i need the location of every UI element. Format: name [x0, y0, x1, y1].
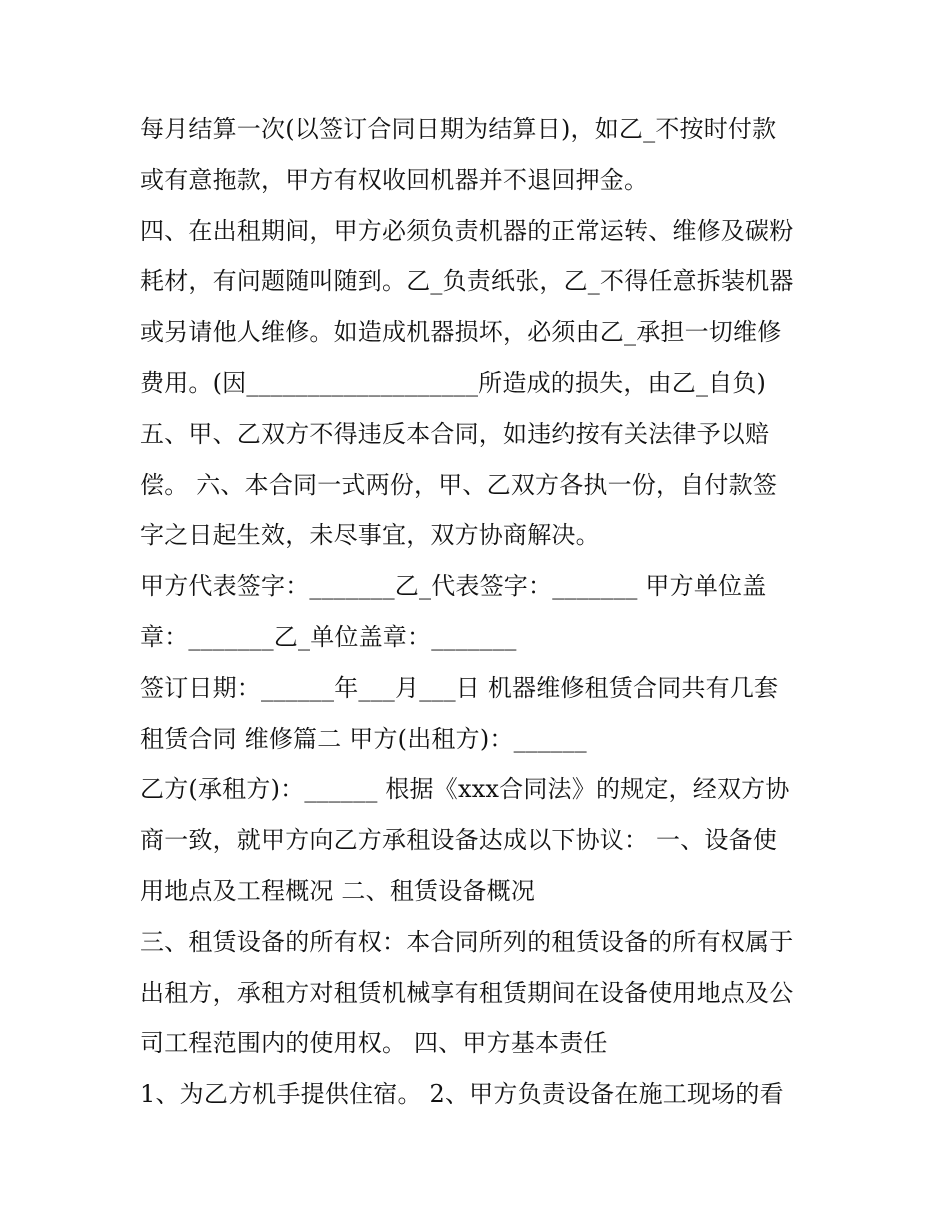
signature-line: 章：_______乙_单位盖章：_______ — [140, 622, 517, 651]
text-line: 字之日起生效，未尽事宜，双方协商解决。 — [140, 521, 600, 550]
text-line: 用地点及工程概况 二、租赁设备概况 — [140, 876, 536, 905]
text-line: 四、在出租期间，甲方必须负责机器的正常运转、维修及碳粉 — [140, 216, 794, 245]
text-line: 租赁合同 维修篇二 甲方(出租方)：______ — [140, 724, 587, 753]
text-line: 出租方，承租方对租赁机械享有租赁期间在设备使用地点及公 — [140, 978, 794, 1007]
text-line: 乙方(承租方)：______ 根据《xxx合同法》的规定，经双方协 — [140, 775, 790, 804]
signature-line: 甲方代表签字：_______乙_代表签字：_______ 甲方单位盖 — [140, 572, 767, 601]
text-line: 每月结算一次(以签订合同日期为结算日)，如乙_不按时付款 — [140, 115, 777, 143]
text-line: 偿。 六、本合同一式两份，甲、乙双方各执一份，自付款签 — [140, 470, 778, 499]
text-line: 1、为乙方机手提供住宿。 2、甲方负责设备在施工现场的看 — [140, 1080, 784, 1109]
text-line: 三、租赁设备的所有权：本合同所列的租赁设备的所有权属于 — [140, 927, 794, 956]
date-line: 签订日期：______年___月___日 机器维修租赁合同共有几套 — [140, 673, 779, 702]
document-body — [140, 104, 820, 1120]
text-line: 五、甲、乙双方不得违反本合同，如违约按有关法律予以赔 — [140, 419, 770, 448]
text-line: 费用。(因___________________所造成的损失，由乙_自负) — [140, 368, 767, 397]
text-line: 或有意拖款，甲方有权收回机器并不退回押金。 — [140, 165, 649, 194]
text-line: 司工程范围内的使用权。 四、甲方基本责任 — [140, 1029, 608, 1058]
text-line: 或另请他人维修。如造成机器损坏，必须由乙_承担一切维修 — [140, 318, 782, 347]
text-line: 耗材，有问题随叫随到。乙_负责纸张，乙_不得任意拆装机器 — [140, 267, 794, 296]
text-line: 商一致，就甲方向乙方承租设备达成以下协议： 一、设备使 — [140, 826, 778, 855]
